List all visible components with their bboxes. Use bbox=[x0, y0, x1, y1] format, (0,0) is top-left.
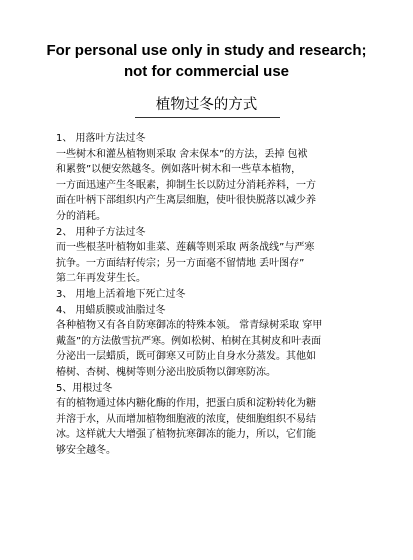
body-line: 和累赘”以便安然越冬。例如落叶树木和一些草本植物， bbox=[56, 164, 302, 176]
body-line: 面在叶柄下部组织内产生离层细胞，使叶很快脱落以减少养 bbox=[56, 195, 316, 207]
body-line: 抗争。一方面结籽传宗；另一方面毫不留情地 丢叶图存” bbox=[56, 257, 305, 269]
disclaimer-line-2: not for commercial use bbox=[123, 63, 290, 80]
body-line: 分的消耗。 bbox=[56, 210, 106, 222]
body-line: 够安全越冬。 bbox=[56, 444, 116, 456]
body-line: 第二年再发芽生长。 bbox=[56, 273, 146, 285]
body-line: 而一些根茎叶植物如韭菜、莲藕等则采取 两条战线”与严寒 bbox=[56, 242, 315, 254]
body-line: 有的植物通过体内糖化酶的作用，把蛋白质和淀粉转化为糖 bbox=[56, 398, 316, 410]
body-line: 2、 用种子方法过冬 bbox=[56, 226, 146, 238]
body-line: 3、 用地上活着地下死亡过冬 bbox=[56, 288, 186, 300]
body-line: 戴盔”的方法傲雪抗严寒。例如松树、柏树在其树皮和叶表面 bbox=[56, 335, 322, 347]
body-line: 分泌出一层蜡质，既可御寒又可防止自身水分蒸发。其他如 bbox=[56, 351, 316, 363]
body-line: 一些树木和灌丛植物则采取 舍末保本”的方法，丢掉 包袱 bbox=[56, 148, 308, 160]
body-line: 4、 用蜡质膜或油脂过冬 bbox=[56, 304, 166, 316]
body-line: 5、用根过冬 bbox=[56, 382, 113, 394]
body-line: 椿树、杏树、槐树等则分泌出胶质物以御寒防冻。 bbox=[56, 366, 276, 378]
disclaimer bbox=[0, 40, 413, 82]
body-line: 一方面迅速产生冬眠素，抑制生长以防过分消耗养料，一方 bbox=[56, 179, 316, 191]
disclaimer-line-1: For personal use only in study and research; bbox=[46, 42, 367, 59]
body-line: 并溶于水，从而增加植物细胞液的浓度，使细胞组织不易结 bbox=[56, 413, 316, 425]
body-line: 冰。这样就大大增强了植物抗寒御冻的能力，所以，它们能 bbox=[56, 429, 316, 441]
body-line: 1、 用落叶方法过冬 bbox=[56, 133, 146, 144]
body-line: 各种植物又有各自防寒御冻的特殊本领。 常青绿树采取 穿甲 bbox=[56, 320, 323, 332]
document-body bbox=[56, 131, 376, 458]
title-underline bbox=[135, 117, 280, 118]
document-title: 植物过冬的方式 bbox=[155, 97, 258, 113]
